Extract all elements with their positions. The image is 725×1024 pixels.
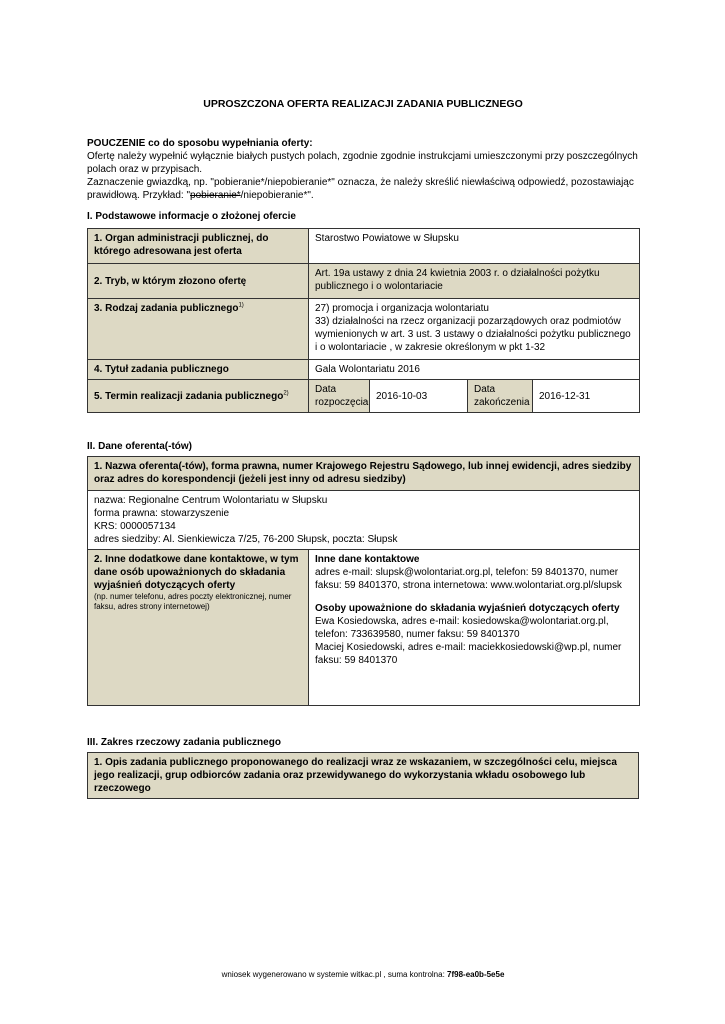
table-row: [88, 550, 640, 706]
instructions-line1: Ofertę należy wypełnić wyłącznie białych pustych polach, zgodnie zgodnie instrukcjami umieszczonymi przy poszczególnych polach oraz w przypisach.: [87, 151, 638, 175]
table-row: [88, 380, 640, 413]
row-value-tryb: Art. 19a ustawy z dnia 24 kwietnia 2003 r. o działalności pożytku publicznego i o wolontariacie: [309, 264, 640, 299]
table-row: [88, 360, 640, 380]
termin-label-text: 5. Termin realizacji zadania publicznego: [94, 390, 284, 402]
rodzaj-label-text: 3. Rodzaj zadania publicznego: [94, 303, 239, 314]
table-row: [88, 264, 640, 299]
row-label-termin: [88, 380, 309, 413]
row-label-tryb: 2. Tryb, w którym złozono ofertę: [88, 264, 309, 299]
document-title: UPROSZCZONA OFERTA REALIZACJI ZADANIA PUBLICZNEGO: [203, 98, 523, 110]
oferent-details: [88, 491, 640, 550]
footer-checksum: 7f98-ea0b-5e5e: [447, 970, 505, 979]
contact-label-note: (np. numer telefonu, adres poczty elektronicznej, numer faksu, adres strony internetowej): [94, 592, 292, 611]
table-row: [88, 457, 640, 491]
footer-text: wniosek wygenerowano w systemie witkac.pl , suma kontrolna:: [221, 970, 448, 979]
org-address: adres siedziby: Al. Sienkiewicza 7/25, 76-200 Słupsk, poczta: Słupsk: [94, 534, 398, 545]
section2-table: [87, 456, 640, 706]
struck-example: pobieranie*: [190, 190, 241, 201]
row-label-tytul: 4. Tytuł zadania publicznego: [88, 360, 309, 380]
persons-heading: Osoby upoważnione do składania wyjaśnień dotyczących oferty: [315, 603, 620, 614]
section2-heading: II. Dane oferenta(-tów): [87, 441, 193, 452]
oferent-name-label: 1. Nazwa oferenta(-tów), forma prawna, numer Krajowego Rejestru Sądowego, lub innej ewidencji, adres siedziby oraz adres do korespondencji (jeżeli jest inny od adresu siedziby): [88, 457, 640, 491]
org-krs: KRS: 0000057134: [94, 521, 176, 532]
footer: [87, 968, 639, 981]
instructions-block: [87, 137, 639, 202]
org-form: forma prawna: stowarzyszenie: [94, 508, 230, 519]
instructions-line2-suffix: /niepobieranie*".: [240, 190, 314, 201]
start-date-value: 2016-10-03: [370, 380, 468, 413]
start-date-label: Data rozpoczęcia: [309, 380, 370, 413]
spacer: [315, 592, 633, 602]
section1-table: [87, 228, 640, 413]
rodzaj-line1: 27) promocja i organizacja wolontariatu: [315, 303, 489, 314]
table-row: [88, 229, 640, 264]
contact-label-cell: [88, 550, 309, 706]
contact-details: [309, 550, 640, 706]
contact-text: adres e-mail: slupsk@wolontariat.org.pl, telefon: 59 8401370, numer faksu: 59 8401370, strona internetowa: www.wolontariat.org.pl/slupsk: [315, 567, 622, 591]
section3-heading: III. Zakres rzeczowy zadania publicznego: [87, 737, 281, 748]
footnote-ref: 2): [283, 390, 289, 397]
table-row: [88, 491, 640, 550]
section3-table: [87, 752, 639, 799]
row-value-organ: Starostwo Powiatowe w Słupsku: [309, 229, 640, 264]
footnote-ref: 1): [238, 302, 244, 309]
contact-label: 2. Inne dodatkowe dane kontaktowe, w tym dane osób upoważnionych do składania wyjaśnień dotyczących oferty: [94, 554, 299, 591]
section1-heading: I. Podstawowe informacje o złożonej ofercie: [87, 211, 296, 222]
rodzaj-line2: 33) działalności na rzecz organizacji pozarządowych oraz podmiotów wymienionych w art. 3 ust. 3 ustawy o działalności pożytku publicznego i o wolontariacie , w zakresie określonym w pkt 1-32: [315, 316, 631, 353]
row-value-rodzaj: [309, 299, 640, 360]
person-1: Ewa Kosiedowska, adres e-mail: kosiedowska@wolontariat.org.pl, telefon: 733639580, numer faksu: 59 8401370: [315, 616, 609, 640]
row-label-organ: 1. Organ administracji publicznej, do którego adresowana jest oferta: [88, 229, 309, 264]
table-row: [88, 753, 639, 799]
instructions-line2-prefix: Zaznaczenie gwiazdką, np. "pobieranie*/niepobieranie*" oznacza, że należy skreślić niewłaściwą odpowiedź, pozostawiając prawidłową. Przykład: ": [87, 177, 634, 201]
instructions-heading: POUCZENIE co do sposobu wypełniania oferty:: [87, 138, 313, 149]
end-date-label: Data zakończenia: [468, 380, 533, 413]
instructions-line2: [87, 176, 639, 202]
table-row: [88, 299, 640, 360]
person-2: Maciej Kosiedowski, adres e-mail: maciekkosiedowski@wp.pl, numer faksu: 59 8401370: [315, 642, 622, 666]
contact-heading: Inne dane kontaktowe: [315, 554, 420, 565]
org-name: nazwa: Regionalne Centrum Wolontariatu w Słupsku: [94, 495, 328, 506]
row-label-rodzaj: [88, 299, 309, 360]
zakres-label: 1. Opis zadania publicznego proponowanego do realizacji wraz ze wskazaniem, w szczególności celu, miejsca jego realizacji, grup odbiorców zadania oraz przewidywanego do wykorzystania wkładu osobowego lub rzeczowego: [88, 753, 639, 799]
end-date-value: 2016-12-31: [533, 380, 640, 413]
row-value-tytul: Gala Wolontariatu 2016: [309, 360, 640, 380]
